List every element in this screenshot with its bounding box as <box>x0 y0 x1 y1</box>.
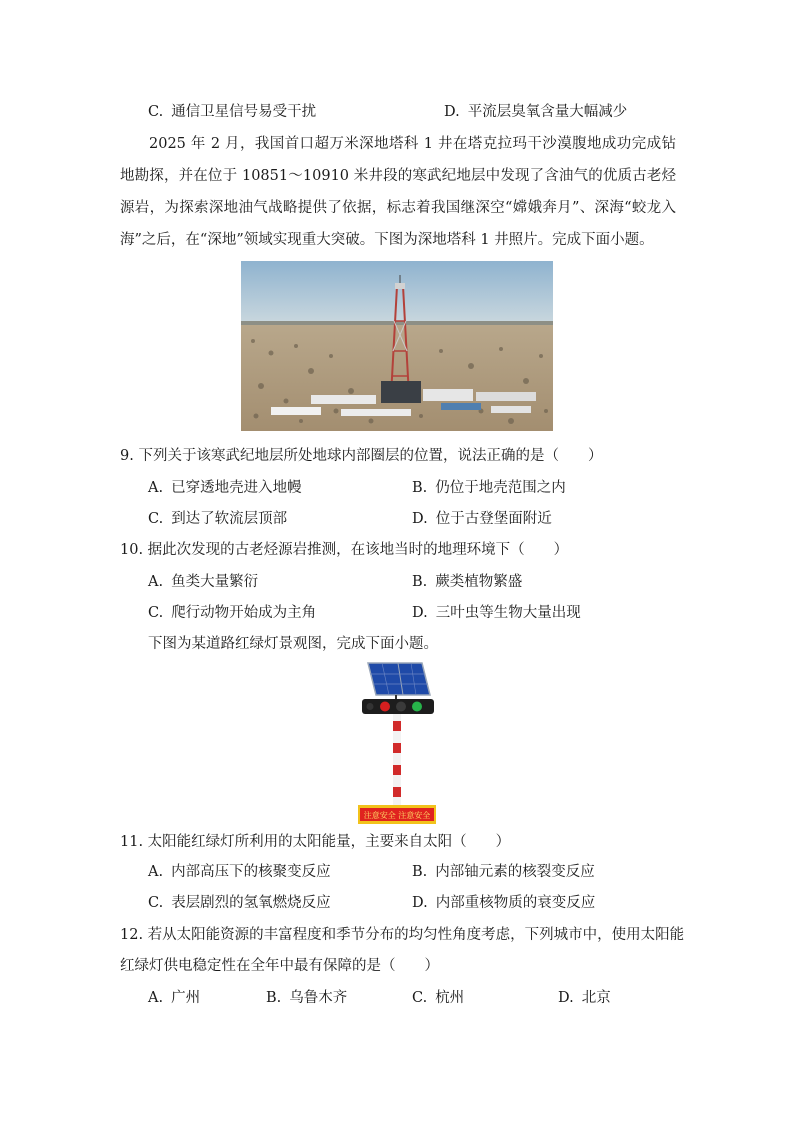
q10-option-d <box>412 603 581 623</box>
option-letter: D. <box>412 605 428 621</box>
q10-option-a <box>148 572 258 592</box>
q9-option-b <box>412 478 566 498</box>
option-text: 乌鲁木齐 <box>289 990 348 1006</box>
option-letter: B. <box>266 990 282 1006</box>
option-letter: C. <box>148 511 164 527</box>
q11-option-a <box>148 862 331 882</box>
question-12-stem-line1: 12. 若从太阳能资源的丰富程度和季节分布的均匀性角度考虑，下列城市中，使用太阳能 <box>120 927 685 943</box>
option-text: 广州 <box>171 990 201 1006</box>
option-letter: B. <box>412 574 428 590</box>
q12-option-d <box>558 988 611 1008</box>
option-letter: D. <box>412 895 428 911</box>
question-10-stem: 10. 据此次发现的古老烃源岩推测，在该地当时的地理环境下（ ） <box>120 542 569 558</box>
option-letter: B. <box>412 864 428 880</box>
question-11-stem: 11. 太阳能红绿灯所利用的太阳能量，主要来自太阳（ ） <box>120 834 511 850</box>
q10-option-b <box>412 572 522 592</box>
option-text: 通信卫星信号易受干扰 <box>171 104 317 120</box>
traffic-light-intro: 下图为某道路红绿灯景观图，完成下面小题。 <box>148 636 438 652</box>
option-text: 三叶虫等生物大量出现 <box>435 605 581 621</box>
q9-option-d <box>412 509 552 529</box>
option-letter: D. <box>412 511 428 527</box>
q12-option-c <box>412 988 464 1008</box>
q9-option-a <box>148 478 302 498</box>
drilling-rig-photo <box>241 261 553 431</box>
safety-sign-text: 注意安全 注意安全 <box>363 811 431 820</box>
option-text: 内部高压下的核聚变反应 <box>171 864 331 880</box>
option-letter: C. <box>148 895 164 911</box>
q11-option-d <box>412 893 595 913</box>
option-text: 鱼类大量繁衍 <box>171 574 259 590</box>
option-letter: A. <box>148 864 164 880</box>
question-9-stem: 9. 下列关于该寒武纪地层所处地球内部圈层的位置，说法正确的是（ ） <box>120 448 603 464</box>
option-letter: A. <box>148 480 164 496</box>
option-text: 到达了软流层顶部 <box>171 511 288 527</box>
option-text: 北京 <box>581 990 611 1006</box>
q11-option-c <box>148 893 331 913</box>
option-letter: A. <box>148 990 164 1006</box>
option-letter: B. <box>412 480 428 496</box>
intro-paragraph: 2025 年 2 月，我国首口超万米深地塔科 1 井在塔克拉玛干沙漠腹地成功完成钻地勘探，并在位于 10851～10910 米井段的寒武纪地层中发现了含油气的优质古老烃源岩，为探索深地油气战略提供了依据，标志着我国继深空“嫦娥奔月”、深海“蛟龙入海”之后，在“深地”领域实现重大突破。下图为深地塔科 1 井照片。完成下面小题。 <box>120 136 676 248</box>
q9-option-c <box>148 509 287 529</box>
option-letter: C. <box>148 104 164 120</box>
solar-traffic-light-photo <box>358 659 436 824</box>
option-text: 平流层臭氧含量大幅减少 <box>467 104 628 120</box>
option-text: 蕨类植物繁盛 <box>435 574 523 590</box>
option-letter: D. <box>558 990 574 1006</box>
option-text: 位于古登堡面附近 <box>435 511 552 527</box>
option-text: 内部铀元素的核裂变反应 <box>435 864 595 880</box>
q12-option-a <box>148 988 200 1008</box>
option-text: 杭州 <box>435 990 465 1006</box>
q12-option-b <box>266 988 347 1008</box>
option-letter: D. <box>444 104 460 120</box>
option-letter: C. <box>412 990 428 1006</box>
option-text: 已穿透地壳进入地幔 <box>171 480 302 496</box>
option-text: 内部重核物质的衰变反应 <box>435 895 596 911</box>
question-12-stem-line2: 红绿灯供电稳定性在全年中最有保障的是（ ） <box>120 958 439 974</box>
option-letter: A. <box>148 574 164 590</box>
q11-option-b <box>412 862 595 882</box>
option-text: 仍位于地壳范围之内 <box>435 480 566 496</box>
option-letter: C. <box>148 605 164 621</box>
option-text: 表层剧烈的氢氧燃烧反应 <box>171 895 331 911</box>
option-d <box>444 102 627 122</box>
option-c <box>148 102 316 122</box>
q10-option-c <box>148 603 316 623</box>
option-text: 爬行动物开始成为主角 <box>171 605 317 621</box>
